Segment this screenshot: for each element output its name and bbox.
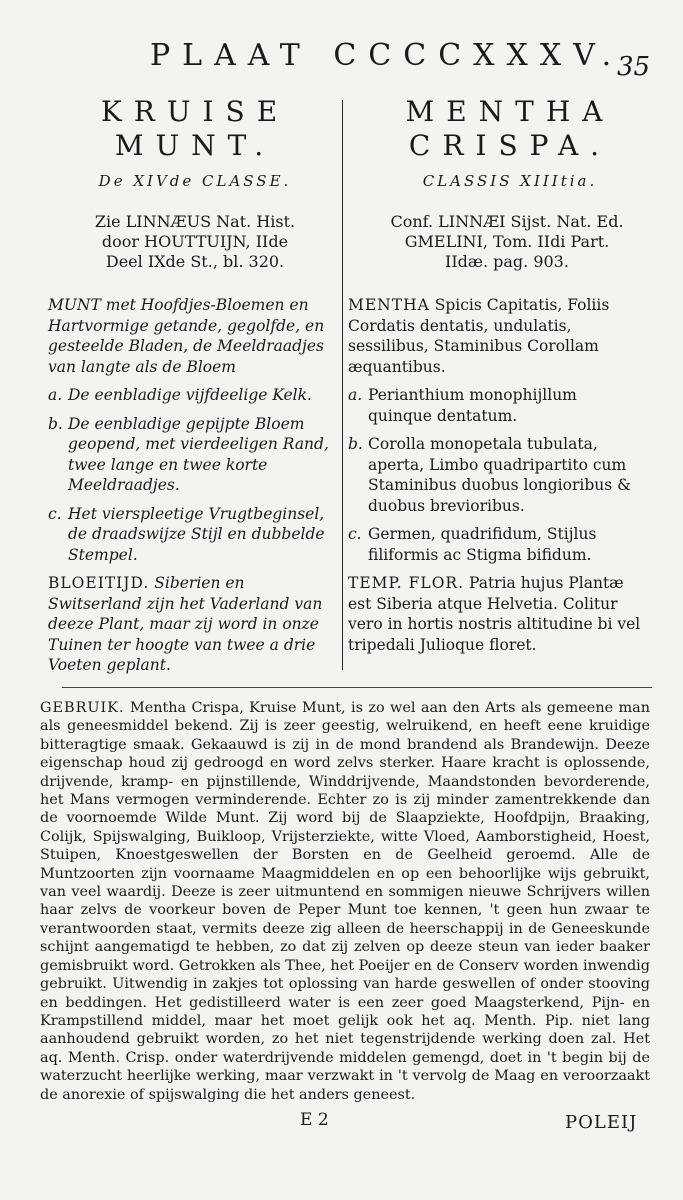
dutch-desc-b [48, 414, 340, 496]
dutch-title-line1: KRUISE [100, 95, 290, 128]
dutch-desc-a-label: a. [48, 386, 63, 404]
dutch-description [48, 295, 340, 684]
latin-desc-head [348, 295, 644, 377]
page-number: 35 [617, 52, 651, 82]
latin-desc-head-label: MENTHA [348, 296, 430, 314]
temp-flor-text: Patria hujus Plantæ est Siberia atque Helvetia. Colitur vero in hortis nostris altitudine bi vel tripedali Julioque floret. [348, 574, 641, 654]
dutch-bloeitijd [48, 573, 340, 676]
catchword: POLEIJ [565, 1112, 638, 1133]
latin-desc-b [348, 434, 644, 516]
dutch-ref-line: Zie LINNÆUS Nat. Hist. [94, 212, 296, 231]
latin-title-line1: MENTHA [405, 95, 615, 128]
column-divider [342, 100, 343, 670]
latin-desc-head-text: Spicis Capitatis, Foliis Cordatis dentatis, undulatis, sessilibus, Staminibus Corollam æquantibus. [348, 296, 610, 376]
dutch-desc-b-label: b. [48, 414, 63, 433]
latin-desc-b-label: b. [348, 435, 363, 453]
dutch-classis: De XIVde CLASSE. [98, 172, 292, 190]
dutch-desc-c-text: Het vierspleetige Vrugtbeginsel, de draadswijze Stijl en dubbelde Stempel. [68, 504, 325, 564]
dutch-desc-b-text: De eenbladige gepijpte Bloem geopend, met vierdeeligen Rand, twee lange en twee korte Meeldraadjes. [68, 414, 329, 494]
dutch-desc-a [48, 385, 340, 406]
latin-ref-line: GMELINI, Tom. IIdi Part. [404, 232, 610, 251]
latin-ref-line: IIdæ. pag. 903. [445, 252, 569, 271]
latin-desc-b-text: Corolla monopetala tubulata, aperta, Limbo quadripartito cum Staminibus duobus longioribus & duobus brevioribus. [368, 435, 631, 515]
dutch-ref-line: door HOUTTUIJN, IIde [101, 232, 289, 251]
dutch-title [60, 95, 330, 163]
temp-flor-label: TEMP. FLOR. [348, 574, 465, 592]
dutch-ref-line: Deel IXde St., bl. 320. [105, 252, 285, 271]
latin-desc-c-label: c. [348, 525, 362, 543]
latin-desc-a-text: Perianthium monophijllum quinque dentatum. [368, 386, 577, 425]
latin-desc-c [348, 524, 644, 565]
latin-desc-a-label: a. [348, 386, 363, 404]
latin-desc-a [348, 385, 644, 426]
latin-classis: CLASSIS XIIItia. [422, 172, 598, 190]
signature-mark: E 2 [300, 1110, 329, 1130]
bloeitijd-label: BLOEITIJD. [48, 574, 150, 592]
dutch-desc-a-text: De eenbladige vijfdeelige Kelk. [68, 386, 312, 404]
latin-title [360, 95, 660, 163]
dutch-desc-head: MUNT met Hoofdjes-Bloemen en Hartvormige getande, gegolfde, en gesteelde Bladen, de Meeldraadjes van langte als de Bloem [48, 296, 325, 376]
section-rule [62, 687, 652, 688]
bloeitijd-text: Siberien en Switserland zijn het Vaderland van deeze Plant, maar zij word in onze Tuinen ter hoogte van twee a drie Voeten geplant. [48, 574, 323, 674]
gebruik-label: GEBRUIK. [40, 700, 125, 716]
latin-title-line2: CRISPA. [408, 129, 612, 162]
latin-reference [352, 212, 662, 272]
dutch-desc-c-label: c. [48, 504, 62, 523]
latin-temp-flor [348, 573, 644, 655]
dutch-title-line2: MUNT. [114, 129, 276, 162]
dutch-desc-c [48, 504, 340, 566]
latin-description [348, 295, 644, 663]
latin-ref-line: Conf. LINNÆI Sijst. Nat. Ed. [390, 212, 624, 231]
dutch-reference [55, 212, 335, 272]
gebruik-paragraph [40, 699, 650, 1104]
latin-desc-c-text: Germen, quadrifidum, Stijlus filiformis ac Stigma bifidum. [368, 525, 597, 564]
plate-title: PLAAT CCCCXXXV. [150, 38, 624, 73]
gebruik-text: Mentha Crispa, Kruise Munt, is zo wel aan den Arts als gemeene man als geneesmiddel bekend. Zij is zeer geestig, welruikend, en heeft eene kruidige bitteragtige smaak. Gekaauwd is zij in de mond brandend als Brandewijn. Deeze eigenschap houd zij gedroogd en word zelvs sterker. Haare kracht is oplossende, drijvende, kramp- en pijnstillende, Winddrijvende, Maandstonden bevorderende, het Mans vermogen verminderende. Echter zo is zij minder zamentrekkende dan de voornoemde Wilde Munt. Zij word bij de Slaapziekte, Hoofdpijn, Braaking, Colijk, Spijswalging, Buikloop, Vrijsterziekte, witte Vloed, Aamborstigheid, Hoest, Stuipen, Knoestgeswellen der Borsten en de Geelheid geroemd. Alle de Muntzoorten zijn voornaame Maagmiddelen en op een behoorlijke wijs gebruikt, van veel waardij. Deeze is zeer uitmuntend en sommigen nieuwe Schrijvers willen haar zelvs de voorkeur boven de Peper Munt toe kennen, 't geen hun zwaar te verantwoorden staat, vermits deeze zig alleen de heerschappij in de Geneeskunde schijnt aangematigd te hebben, zo dat zij zelven op deeze steun van ieder baaker gemisbruikt word. Getrokken als Thee, het Poeijer en de Conserv worden inwendig gebruikt. Uitwendig in zakjes tot oplossing van harde geswellen of onder stooving en beddingen. Het gedistilleerd water is een zeer goed Maagsterkend, Pijn- en Krampstillend middel, maar het moet gelijk ook het aq. Menth. Pip. niet lang aanhoudend gebruikt worden, zo het niet tegenstrijdende werking doen zal. Het aq. Menth. Crisp. onder waterdrijvende middelen gemengd, doet in 't begin bij de waterzucht heerlijke werking, maar verzwakt in 't vervolg de Maag en veroorzaakt de anorexie of spijswalging die het anders geneest. [40, 700, 650, 1103]
